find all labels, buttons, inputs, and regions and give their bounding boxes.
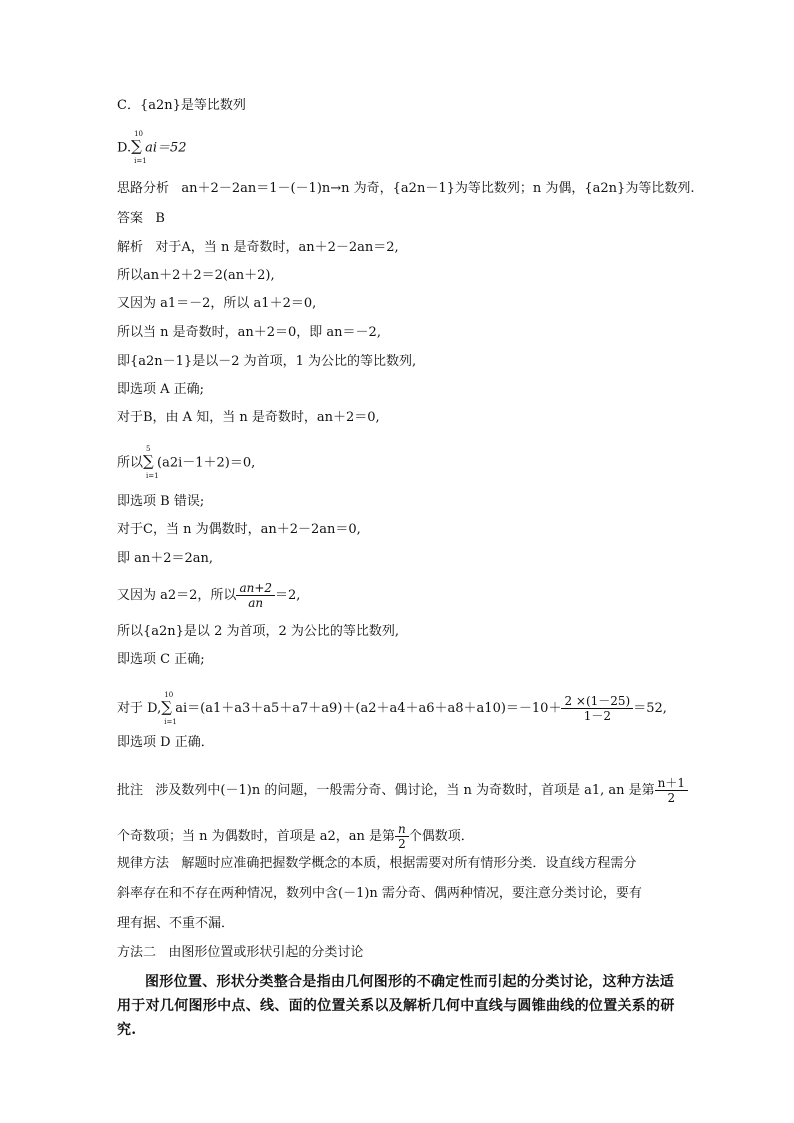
thinking-label: 思路分析	[117, 181, 170, 196]
method-label: 方法二	[117, 945, 157, 960]
method-title: 由图形位置或形状引起的分类讨论	[168, 945, 364, 960]
analysis-line-1: 解析 对于A，当 n 是奇数时，an＋2－2an＝2,	[117, 240, 399, 255]
analysis-line-9: 即选项 B 错误;	[117, 494, 205, 509]
summation-symbol: 10 ∑ i=1	[131, 130, 147, 165]
rule-line-2: 斜率存在和不存在两种情况，数列中含(－1)n 需分奇、偶两种情况，要注意分类讨论，要有	[117, 886, 642, 901]
thinking-text: an＋2－2an＝1－(－1)n→n 为奇，{a2n－1}为等比数列；n 为偶，{a2n}为等比数列.	[181, 181, 695, 196]
option-d	[117, 130, 187, 165]
answer-line	[117, 211, 165, 227]
method-heading	[117, 945, 363, 961]
analysis-line-3: 又因为 a1＝－2，所以 a1＋2＝0,	[117, 296, 317, 311]
note-line-1: 批注 涉及数列中(－1)n 的问题，一般需分奇、偶讨论，当 n 为奇数时，首项是 a1, an 是第 $\frac{n+1}{2}$	[117, 776, 688, 805]
option-d-expression: ai＝52	[145, 140, 187, 156]
summation-symbol: 5 ∑ i=1	[143, 445, 159, 480]
final-paragraph: 图形位置、形状分类整合是指由几何图形的不确定性而引起的分类讨论，这种方法适用于对几何图形中点、线、面的位置关系以及解析几何中直线与圆锥曲线的位置关系的研究.	[117, 974, 675, 1038]
analysis-line-7: 对于B，由 A 知，当 n 是奇数时，an＋2＝0,	[117, 410, 380, 425]
option-c: C．{a2n}是等比数列	[117, 98, 246, 113]
analysis-line-2: 所以an＋2＋2＝2(an＋2),	[117, 268, 275, 283]
analysis-line-13: 所以{a2n}是以 2 为首项，2 为公比的等比数列,	[117, 624, 400, 639]
analysis-line-16: 即选项 D 正确．	[117, 735, 214, 750]
analysis-line-10: 对于C，当 n 为偶数时，an＋2－2an＝0,	[117, 522, 361, 537]
fraction: $\frac{n}{2}$	[395, 822, 409, 851]
analysis-line-6: 即选项 A 正确;	[117, 382, 205, 397]
analysis-line-8: 所以 5 ∑ i=1 (a2i－1＋2)＝0,	[117, 445, 256, 480]
fraction: $\frac{2 \times(1-25)}{1-2}$	[561, 694, 633, 723]
thinking-analysis	[117, 181, 694, 197]
note-label: 批注	[117, 783, 144, 798]
rule-label: 规律方法	[117, 856, 170, 871]
rule-line-3: 理有据、不重不漏．	[117, 916, 235, 931]
analysis-line-12: 又因为 a2＝2，所以 $\frac{an+2}{an}$ ＝2,	[117, 581, 301, 610]
analysis-line-4: 所以当 n 是奇数时，an＋2＝0，即 an＝－2,	[117, 325, 381, 340]
analysis-line-14: 即选项 C 正确;	[117, 652, 205, 667]
fraction: $\frac{an+2}{an}$	[236, 581, 275, 610]
option-d-label: D.	[117, 140, 132, 156]
analysis-line-11: 即 an＋2＝2an,	[117, 551, 214, 566]
analysis-line-15: 对于 D, 10 ∑ i=1 ai＝(a1＋a3＋a5＋a7＋a9)＋(a2＋a4＋a6＋a8＋a10)＝－10＋ $\frac{2 \times(1-25)}{1-2}$ ＝52,	[117, 690, 667, 726]
answer-value: B	[155, 211, 165, 226]
answer-label: 答案	[117, 211, 144, 226]
analysis-line-5: 即{a2n－1}是以－2 为首项，1 为公比的等比数列,	[117, 354, 417, 369]
summation-symbol: 10 ∑ i=1	[161, 690, 177, 726]
analysis-label: 解析	[117, 240, 144, 255]
fraction: $\frac{n+1}{2}$	[655, 776, 688, 805]
note-line-2: 个奇数项；当 n 为偶数时，首项是 a2，an 是第 $\frac{n}{2}$ 个偶数项．	[117, 822, 474, 851]
rule-line-1: 规律方法 解题时应准确把握数学概念的本质，根据需要对所有情形分类．设直线方程需分	[117, 856, 637, 871]
